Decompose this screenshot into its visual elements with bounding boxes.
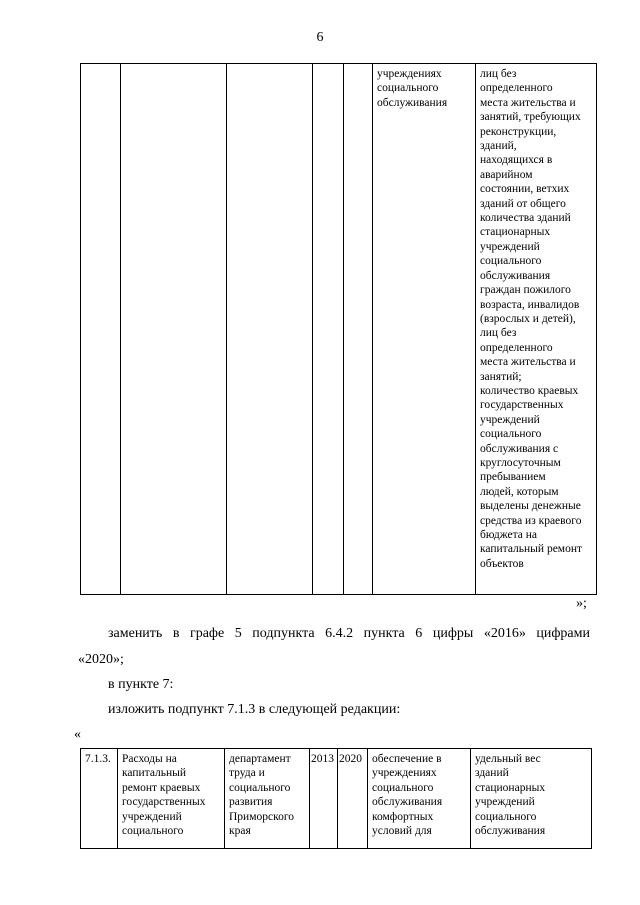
closing-quote: »; (576, 596, 587, 611)
subitem-indicator: удельный вес зданий стационарных учреждений социального обслуживания (475, 753, 546, 838)
cell-executor (227, 64, 313, 595)
cell-result (373, 64, 476, 595)
cell-number (81, 749, 118, 849)
cell-year-start (310, 749, 338, 849)
paragraph-replace-line2: «2020»; (78, 652, 124, 667)
subitem-year-start: 2013 (311, 753, 334, 765)
indicator-text: лиц без определенного места жительства и занятий, требующих реконструкции, зданий, находящихся в аварийном состоянии, ветхих зданий от общего количества зданий стационарных учреждений социального обслуживания граждан пожилого возраста, инвалидов (взрослых и детей), лиц без определенного места жительства и занятий; количество краевых государственных учреждений социального обслуживания с круглосуточным пребыванием людей, которым выделены денежные средства из краевого бюджета на капитальный ремонт объектов (480, 68, 583, 570)
continued-table (80, 63, 597, 595)
subitem-title: Расходы на капитальный ремонт краевых государственных учреждений социального (122, 753, 206, 838)
subitem-number: 7.1.3. (85, 753, 111, 765)
cell-title (121, 64, 227, 595)
result-text: учреждениях социального обслуживания (377, 68, 448, 109)
cell-year-end (338, 749, 368, 849)
opening-quote: « (74, 727, 81, 742)
cell-year-end (344, 64, 373, 595)
subitem-table (80, 748, 592, 849)
paragraph-set-forth: изложить подпункт 7.1.3 в следующей редакции: (108, 702, 401, 717)
cell-number (81, 64, 121, 595)
cell-result (368, 749, 471, 849)
subitem-year-end: 2020 (339, 753, 362, 765)
cell-indicator (476, 64, 597, 595)
paragraph-replace-line1: заменить в графе 5 подпункта 6.4.2 пункта 6 цифры «2016» цифрами (108, 626, 590, 641)
subitem-executor: департамент труда и социального развития Приморского края (229, 753, 295, 838)
subitem-result: обеспечение в учреждениях социального обслуживания комфортных условий для (372, 753, 443, 838)
cell-executor (225, 749, 310, 849)
page-number: 6 (316, 30, 324, 45)
cell-indicator (471, 749, 592, 849)
cell-title (118, 749, 225, 849)
paragraph-point-7: в пункте 7: (108, 677, 174, 692)
cell-year-start (313, 64, 344, 595)
